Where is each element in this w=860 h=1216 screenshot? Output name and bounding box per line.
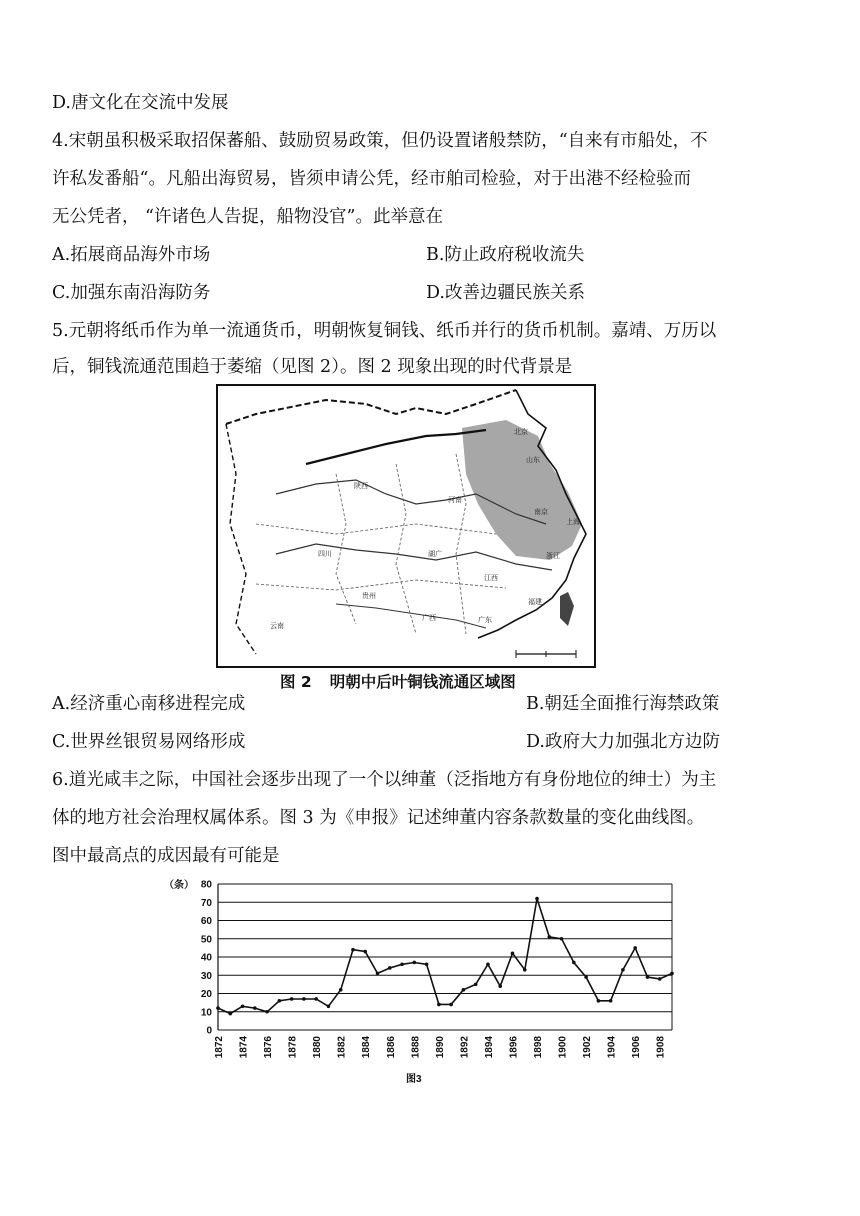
data-point (560, 937, 564, 941)
x-tick-label: 1876 (263, 1036, 275, 1059)
q5-option-c: C.世界丝银贸易网络形成 (52, 732, 246, 752)
x-tick-label: 1898 (533, 1036, 545, 1059)
map-label-yunnan: 云南 (270, 622, 284, 630)
ming-copper-coin-map (216, 384, 596, 668)
data-point (646, 975, 650, 979)
data-point (216, 1006, 220, 1010)
x-tick-label: 1878 (287, 1036, 299, 1059)
map-label-sichuan: 四川 (318, 550, 332, 558)
series-line (218, 899, 672, 1014)
x-tick-label: 1884 (361, 1036, 373, 1059)
x-tick-label: 1896 (508, 1036, 520, 1059)
data-point (376, 972, 380, 976)
q4-option-d: D.改善边疆民族关系 (426, 283, 585, 303)
data-point (535, 897, 539, 901)
y-axis-label: （条） (164, 880, 194, 891)
data-point (486, 963, 490, 967)
x-tick-label: 1894 (483, 1036, 495, 1059)
y-tick-label: 60 (200, 916, 212, 927)
map-caption (280, 671, 516, 693)
data-point (327, 1004, 331, 1008)
data-point (572, 961, 576, 965)
data-point (388, 966, 392, 970)
q4-stem-line-1: 4.宋朝虽积极采取招保蕃船、鼓励贸易政策，但仍设置诸般禁防，“自来有市船处，不 (52, 131, 708, 151)
y-tick-label: 10 (200, 1007, 212, 1019)
map-label-shaanxi: 陕西 (354, 482, 368, 490)
q4-option-a: A.拓展商品海外市场 (52, 245, 211, 265)
data-point (400, 963, 404, 967)
chart-caption: 图3 (406, 1074, 422, 1085)
x-tick-label: 1874 (238, 1036, 250, 1059)
data-point (609, 999, 613, 1003)
q5-option-a: A.经济重心南移进程完成 (52, 694, 246, 714)
data-point (425, 963, 429, 967)
data-point (597, 999, 601, 1003)
data-point (547, 935, 551, 939)
data-point (474, 983, 478, 987)
map-label-beijing: 北京 (514, 428, 528, 436)
data-point (302, 997, 306, 1001)
data-point (449, 1003, 453, 1007)
map-label-jiangxi: 江西 (484, 574, 498, 582)
data-point (253, 1006, 257, 1010)
data-point (462, 988, 466, 992)
data-point (278, 999, 282, 1003)
x-tick-label: 1872 (214, 1036, 225, 1059)
map-label-shandong: 山东 (526, 456, 540, 464)
x-tick-label: 1888 (410, 1036, 422, 1059)
q5-option-b: B.朝廷全面推行海禁政策 (526, 694, 720, 714)
data-point (290, 997, 294, 1001)
data-point (523, 968, 527, 972)
data-point (314, 997, 318, 1001)
x-tick-label: 1908 (655, 1036, 667, 1059)
data-point (413, 961, 417, 965)
map-label-guangdong: 广东 (478, 616, 492, 624)
q6-stem-line-1: 6.道光咸丰之际，中国社会逐步出现了一个以绅董（泛指地方有身份地位的绅士）为主 (52, 770, 717, 790)
map-caption-number: 图 2 (280, 673, 312, 691)
q4-stem-line-2: 许私发番船“。凡船出海贸易，皆须申请公凭，经市舶司检验，对于出港不经检验而 (52, 169, 691, 189)
data-point (584, 975, 588, 979)
q4-option-c: C.加强东南沿海防务 (52, 283, 211, 303)
x-tick-label: 1902 (582, 1036, 594, 1059)
data-point (241, 1004, 245, 1008)
map-label-huguang: 湖广 (428, 550, 442, 558)
map-label-guizhou: 贵州 (362, 592, 376, 600)
map-label-guangxi: 广西 (422, 614, 436, 622)
data-point (339, 988, 343, 992)
data-point (437, 1003, 441, 1007)
x-tick-label: 1880 (312, 1036, 324, 1059)
data-point (265, 1010, 269, 1014)
data-point (658, 977, 662, 981)
map-label-zhejiang: 浙江 (546, 552, 560, 560)
map-label-henan: 河南 (448, 496, 462, 504)
q5-stem-line-1: 5.元朝将纸币作为单一流通货币，明朝恢复铜钱、纸币并行的货币机制。嘉靖、万历以 (52, 321, 717, 341)
map-label-shanghai: 上海 (566, 518, 580, 526)
x-tick-label: 1890 (434, 1036, 446, 1059)
data-point (670, 972, 674, 976)
y-tick-label: 30 (200, 970, 212, 982)
q5-stem-line-2: 后，铜钱流通范围趋于萎缩（见图 2）。图 2 现象出现的时代背景是 (52, 357, 573, 377)
map-label-fujian: 福建 (528, 598, 542, 606)
q6-stem-line-3: 图中最高点的成因最有可能是 (52, 846, 280, 866)
y-tick-label: 50 (200, 934, 212, 946)
shenbao-gentry-chart (160, 872, 680, 1090)
data-point (511, 952, 515, 956)
y-tick-label: 70 (200, 897, 212, 909)
q6-stem-line-2: 体的地方社会治理权属体系。图 3 为《申报》记述绅董内容条款数量的变化曲线图。 (52, 808, 705, 828)
x-tick-label: 1886 (385, 1036, 397, 1059)
map-caption-title: 明朝中后叶铜钱流通区域图 (329, 673, 516, 691)
q3-option-d: D.唐文化在交流中发展 (52, 93, 229, 113)
x-tick-label: 1892 (459, 1036, 471, 1059)
y-tick-label: 80 (200, 879, 212, 891)
data-point (498, 984, 502, 988)
data-point (633, 946, 637, 950)
y-tick-label: 0 (206, 1025, 212, 1037)
q5-option-d: D.政府大力加强北方边防 (526, 732, 720, 752)
x-tick-label: 1904 (606, 1036, 618, 1059)
q4-option-b: B.防止政府税收流失 (426, 245, 585, 265)
y-tick-label: 20 (200, 989, 212, 1000)
q4-stem-line-3: 无公凭者， “许诸色人告捉，船物没官”。此举意在 (52, 207, 443, 227)
data-point (228, 1012, 232, 1016)
map-label-nanjing: 南京 (534, 508, 548, 516)
x-tick-label: 1882 (336, 1036, 348, 1059)
x-tick-label: 1900 (557, 1036, 569, 1059)
x-tick-label: 1906 (631, 1036, 643, 1059)
data-point (621, 968, 625, 972)
data-point (351, 948, 355, 952)
y-tick-label: 40 (200, 952, 212, 964)
data-point (363, 950, 367, 954)
